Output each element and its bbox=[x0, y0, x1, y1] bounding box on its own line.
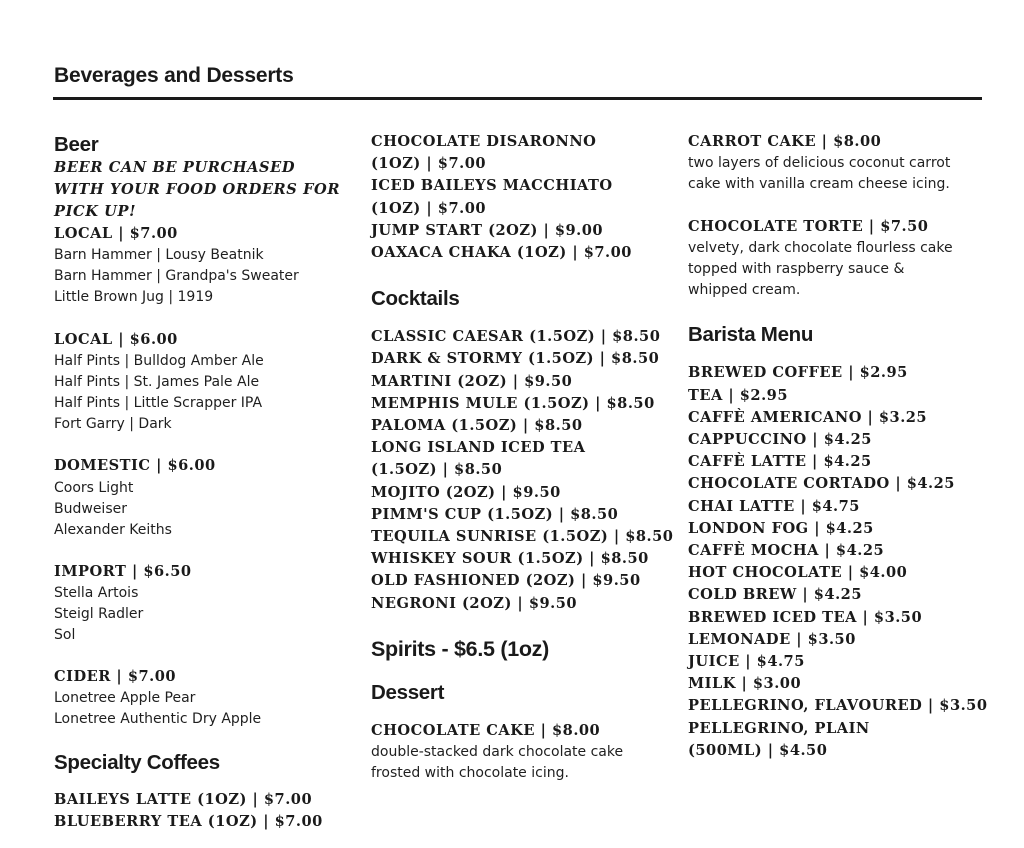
list-item: Steigl Radler bbox=[54, 605, 144, 622]
list-item: DARK & STORMY (1.5OZ) | $8.50 bbox=[371, 350, 660, 368]
list-item: MEMPHIS MULE (1.5OZ) | $8.50 bbox=[371, 394, 655, 412]
list-item: HOT CHOCOLATE | $4.00 bbox=[688, 564, 908, 582]
list-item: COLD BREW | $4.25 bbox=[688, 586, 862, 604]
beer-group-title: LOCAL | $6.00 bbox=[54, 331, 178, 349]
list-item: Little Brown Jug | 1919 bbox=[54, 289, 214, 306]
list-item: JUICE | $4.75 bbox=[688, 653, 805, 671]
barista-menu-heading: Barista Menu bbox=[688, 323, 814, 347]
beer-group-local-6 bbox=[54, 329, 354, 435]
list-item: Sol bbox=[54, 626, 76, 643]
list-item: TEA | $2.95 bbox=[688, 386, 788, 404]
list-item: Barn Hammer | Lousy Beatnik bbox=[54, 247, 264, 264]
list-item: CAFFÈ AMERICANO | $3.25 bbox=[688, 408, 928, 426]
list-item: PALOMA (1.5OZ) | $8.50 bbox=[371, 417, 583, 435]
list-item: Budweiser bbox=[54, 500, 127, 517]
dessert-description: velvety, dark chocolate flourless cake topped with raspberry sauce & whipped cream. bbox=[688, 240, 953, 299]
list-item: Half Pints | Bulldog Amber Ale bbox=[54, 353, 264, 370]
list-item: JUMP START (2OZ) | $9.00 bbox=[371, 221, 604, 239]
beer-group-title: IMPORT | $6.50 bbox=[54, 562, 192, 580]
dessert-title: CHOCOLATE TORTE | $7.50 bbox=[688, 218, 929, 236]
beer-group-local-7 bbox=[54, 223, 354, 308]
dessert-title: CARROT CAKE | $8.00 bbox=[688, 133, 882, 150]
list-item: Fort Garry | Dark bbox=[54, 416, 172, 433]
dessert-description: double-stacked dark chocolate cake frosted with chocolate icing. bbox=[371, 744, 624, 782]
page-title: Beverages and Desserts bbox=[54, 64, 294, 87]
beer-group-title: CIDER | $7.00 bbox=[54, 667, 177, 685]
list-item: MARTINI (2OZ) | $9.50 bbox=[371, 372, 573, 390]
beer-group-import bbox=[54, 561, 354, 646]
dessert-item bbox=[688, 216, 998, 301]
list-item: OLD FASHIONED (2OZ) | $9.50 bbox=[371, 572, 641, 590]
spirits-heading: Spirits - $6.5 (1oz) bbox=[371, 636, 549, 661]
list-item: MILK | $3.00 bbox=[688, 675, 802, 693]
dessert-heading: Dessert bbox=[371, 680, 445, 704]
list-item: Barn Hammer | Grandpa's Sweater bbox=[54, 268, 299, 285]
list-item: CHOCOLATE CORTADO | $4.25 bbox=[688, 475, 955, 493]
menu-column-1 bbox=[54, 131, 354, 833]
list-item: PIMM'S CUP (1.5OZ) | $8.50 bbox=[371, 505, 619, 523]
list-item: Coors Light bbox=[54, 479, 134, 496]
list-item: CAFFÈ LATTE | $4.25 bbox=[688, 453, 872, 471]
list-item: LONG ISLAND ICED TEA (1.5OZ) | $8.50 bbox=[371, 439, 586, 479]
list-item: LONDON FOG | $4.25 bbox=[688, 519, 874, 537]
list-item: TEQUILA SUNRISE (1.5OZ) | $8.50 bbox=[371, 528, 674, 546]
cocktails-list bbox=[371, 326, 674, 615]
list-item: BREWED ICED TEA | $3.50 bbox=[688, 608, 923, 626]
dessert-description: two layers of delicious coconut carrot cake with vanilla cream cheese icing. bbox=[688, 155, 951, 193]
list-item: Lonetree Apple Pear bbox=[54, 690, 196, 707]
list-item: MOJITO (2OZ) | $9.50 bbox=[371, 483, 561, 501]
list-item: LEMONADE | $3.50 bbox=[688, 630, 856, 648]
list-item: BLUEBERRY TEA (1OZ) | $7.00 bbox=[54, 813, 323, 831]
list-item: Half Pints | Little Scrapper IPA bbox=[54, 395, 263, 412]
list-item: PELLEGRINO, PLAIN (500ML) | $4.50 bbox=[688, 719, 870, 759]
beer-group-title: LOCAL | $7.00 bbox=[54, 225, 178, 242]
list-item: ICED BAILEYS MACCHIATO (1OZ) | $7.00 bbox=[371, 177, 613, 217]
menu-column-3 bbox=[688, 131, 998, 762]
beer-note: BEER CAN BE PURCHASED WITH YOUR FOOD ORDERS FOR PICK UP! bbox=[54, 159, 341, 220]
beer-group-cider bbox=[54, 666, 354, 730]
list-item: CAPPUCCINO | $4.25 bbox=[688, 431, 872, 449]
list-item: WHISKEY SOUR (1.5OZ) | $8.50 bbox=[371, 550, 649, 568]
list-item: CLASSIC CAESAR (1.5OZ) | $8.50 bbox=[371, 328, 661, 346]
specialty-coffees-list bbox=[54, 789, 354, 833]
specialty-coffees-heading: Specialty Coffees bbox=[54, 751, 220, 775]
dessert-item bbox=[371, 720, 671, 784]
list-item: Half Pints | St. James Pale Ale bbox=[54, 374, 260, 391]
beer-group-title: DOMESTIC | $6.00 bbox=[54, 457, 216, 475]
dessert-title: CHOCOLATE CAKE | $8.00 bbox=[371, 721, 601, 739]
list-item: CHAI LATTE | $4.75 bbox=[688, 497, 860, 515]
title-divider bbox=[53, 97, 982, 100]
list-item: PELLEGRINO, FLAVOURED | $3.50 bbox=[688, 697, 988, 715]
list-item: BREWED COFFEE | $2.95 bbox=[688, 364, 908, 382]
barista-menu-list bbox=[688, 362, 998, 762]
dessert-item bbox=[688, 131, 998, 195]
menu-column-2 bbox=[371, 131, 674, 784]
list-item: Alexander Keiths bbox=[54, 521, 172, 538]
list-item: Lonetree Authentic Dry Apple bbox=[54, 711, 262, 728]
list-item: BAILEYS LATTE (1OZ) | $7.00 bbox=[54, 791, 313, 809]
list-item: CAFFÈ MOCHA | $4.25 bbox=[688, 542, 885, 560]
list-item: Stella Artois bbox=[54, 584, 139, 601]
cocktails-heading: Cocktails bbox=[371, 287, 460, 311]
list-item: CHOCOLATE DISARONNO (1OZ) | $7.00 bbox=[371, 133, 597, 173]
list-item: NEGRONI (2OZ) | $9.50 bbox=[371, 594, 578, 612]
beer-heading: Beer bbox=[54, 133, 99, 156]
list-item: OAXACA CHAKA (1OZ) | $7.00 bbox=[371, 244, 632, 262]
beer-group-domestic bbox=[54, 455, 354, 540]
